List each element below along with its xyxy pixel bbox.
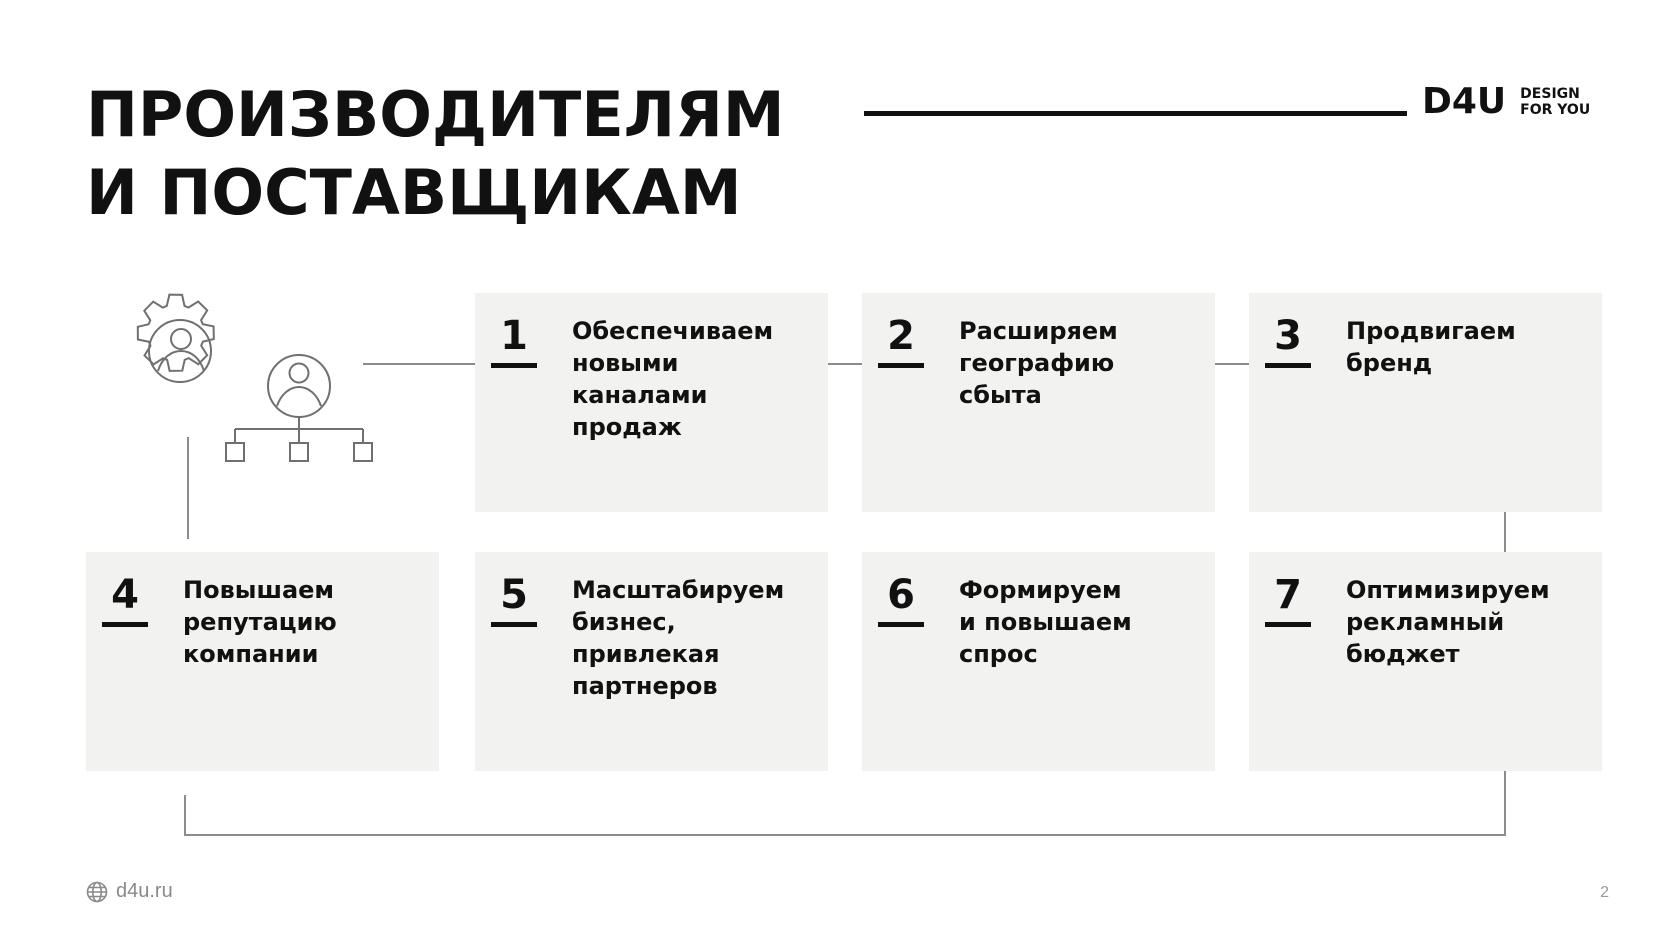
step-text-line: бюджет — [1346, 640, 1460, 668]
step-text-line: и повышаем — [959, 608, 1132, 636]
globe-icon — [86, 881, 108, 903]
step-card-5 — [475, 552, 828, 771]
website-link[interactable] — [86, 880, 173, 903]
step-number-underline — [102, 622, 148, 627]
step-card-1 — [475, 293, 828, 512]
step-number-underline — [1265, 363, 1311, 368]
step-text-line: партнеров — [572, 672, 718, 700]
step-text-line: бренд — [1346, 349, 1433, 377]
step-text-line: бизнес, — [572, 608, 676, 636]
step-text-line: Повышаем — [183, 576, 335, 604]
step-number-underline — [491, 622, 537, 627]
step-text-line: каналами — [572, 381, 708, 409]
page-number: 2 — [1600, 884, 1609, 901]
user-org-chart-icon — [226, 355, 372, 461]
step-number: 2 — [887, 313, 915, 359]
step-number: 7 — [1274, 572, 1302, 618]
step-text-line: продаж — [572, 413, 682, 441]
logo-tagline-line-1: DESIGN — [1520, 86, 1580, 102]
step-card-6 — [862, 552, 1215, 771]
step-number: 5 — [500, 572, 528, 618]
step-number-underline — [878, 363, 924, 368]
page-title-line-1: ПРОИЗВОДИТЕЛЯМ — [86, 78, 785, 151]
page-title-line-2: И ПОСТАВЩИКАМ — [86, 156, 742, 229]
step-number-underline — [878, 622, 924, 627]
step-text-line: географию — [959, 349, 1115, 377]
step-text — [1346, 574, 1591, 670]
step-text-line: рекламный — [1346, 608, 1505, 636]
step-text-line: Обеспечиваем — [572, 317, 774, 345]
step-text — [572, 315, 817, 443]
step-card-4 — [86, 552, 439, 771]
step-text — [959, 574, 1204, 670]
step-card-2 — [862, 293, 1215, 512]
step-number: 6 — [887, 572, 915, 618]
step-text-line: спрос — [959, 640, 1038, 668]
step-number-underline — [491, 363, 537, 368]
step-card-3 — [1249, 293, 1602, 512]
gear-user-icon — [138, 295, 214, 382]
step-text-line: новыми — [572, 349, 679, 377]
logo-tagline-line-2: FOR YOU — [1520, 102, 1591, 118]
step-text-line: Формируем — [959, 576, 1122, 604]
step-number: 4 — [111, 572, 139, 618]
step-number-underline — [1265, 622, 1311, 627]
step-card-7 — [1249, 552, 1602, 771]
step-number: 3 — [1274, 313, 1302, 359]
website-url: d4u.ru — [116, 880, 173, 902]
step-text-line: Масштабируем — [572, 576, 785, 604]
step-text-line: привлекая — [572, 640, 720, 668]
step-text — [572, 574, 817, 702]
logo-mark: D4U — [1422, 81, 1507, 122]
step-text — [1346, 315, 1591, 379]
step-text-line: Оптимизируем — [1346, 576, 1550, 604]
step-number: 1 — [500, 313, 528, 359]
step-text — [959, 315, 1204, 411]
step-text-line: Расширяем — [959, 317, 1118, 345]
step-text — [183, 574, 428, 670]
step-text-line: сбыта — [959, 381, 1042, 409]
connector-loop-bracket — [185, 771, 1505, 835]
step-text-line: репутацию — [183, 608, 337, 636]
step-text-line: Продвигаем — [1346, 317, 1516, 345]
step-text-line: компании — [183, 640, 319, 668]
